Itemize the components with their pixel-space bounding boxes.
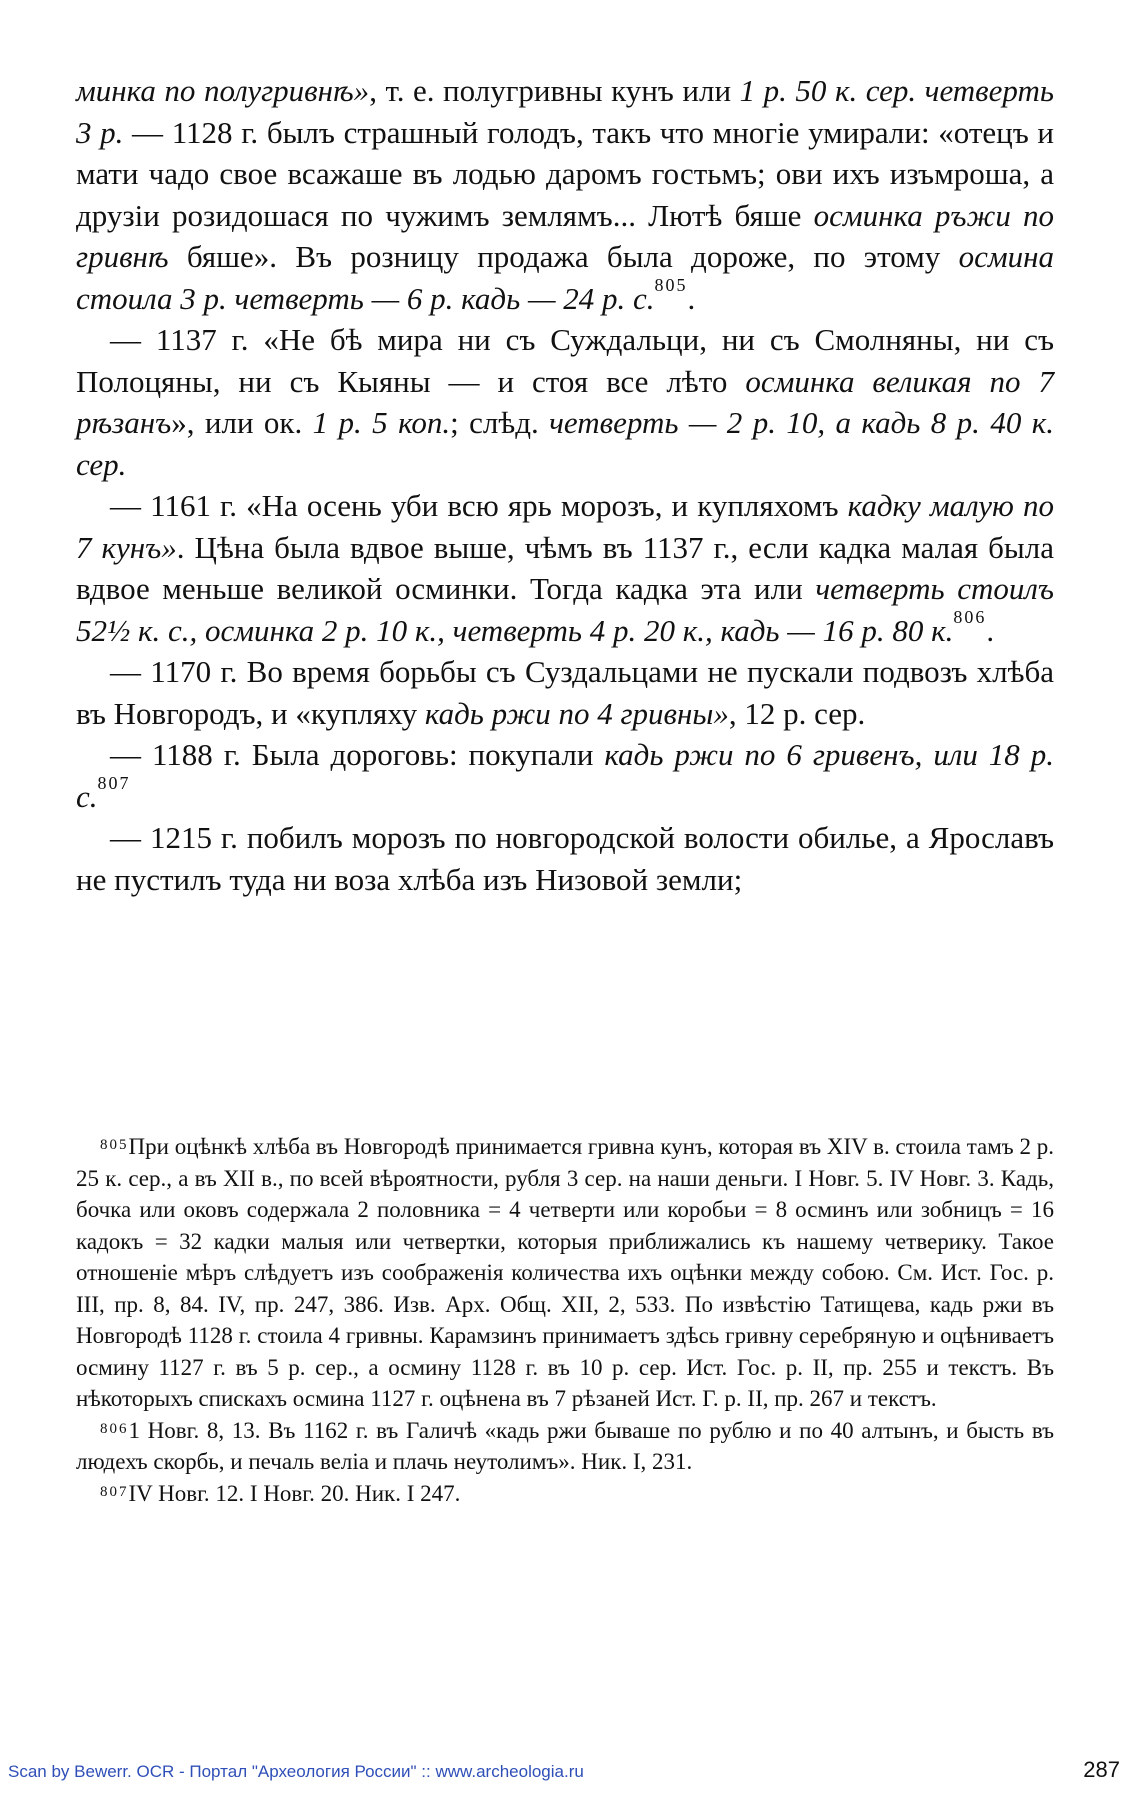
footnote [76,1478,1054,1510]
text-run: — 1188 г. Была дороговь: покупали [110,737,605,772]
footnote-number: 805 [100,1137,129,1153]
footnote-number: 807 [100,1483,129,1500]
text-run: — 1161 г. «На осень уби всю ярь морозъ, и купляхомъ [110,488,848,523]
footnote [76,1131,1054,1415]
italic-text: кадь ржи по 6 гривенъ, или 18 р. с. [76,737,1054,814]
text-run: — 1170 г. Во время борьбы съ Суздальцами не пускали подвозъ хлѣба въ Новгородъ, и «купляху [76,654,1054,731]
text-run: , т. е. полугривны кунъ или [369,73,740,108]
text-run: . [687,280,696,316]
footnotes [76,1131,1054,1509]
italic-text: минка по полугривнѣ» [76,73,370,108]
italic-text: осмина стоила 3 р. четверть — 6 р. кадь — 24 р. с. [76,239,1054,316]
paragraph [76,651,1054,734]
text-run: ; слѣд. [450,405,550,440]
paragraph [76,485,1054,651]
page-number: 287 [1083,1757,1120,1782]
footnote-ref: 805 [654,274,688,295]
text-run: — 1215 г. побилъ морозъ по новгородской волости обилье, а Ярославъ не пустилъ туда ни воза хлѣба изъ Низовой земли; [76,820,1054,897]
text-run: — 1137 г. «Не бѣ мира ни съ Суждальци, ни съ Смолняны, ни съ Полоцяны, ни съ Кыяны — и стоя все лѣто [76,322,1054,399]
text-run: . Цѣна была вдвое выше, чѣмъ въ 1137 г., если кадка малая была вдвое меньше великой осминки. Тогда кадка эта или [76,529,1054,606]
italic-text: кадь ржи по 4 гривны» [424,695,729,731]
italic-text: осминка ръжи по гривнѣ [76,197,1055,274]
footnote-text: При оцѣнкѣ хлѣба въ Новгородѣ принимается гривна кунъ, которая въ XIV в. стоила тамъ 2 р. 25 к. сер., а въ XII в., по всей вѣроятности, рубля 3 сер. на наши деньги. I Новг. 5. IV Новг. 3. Кадь, бочка или оковъ содержала 2 половника = 4 четверти или коробьи = 8 осминъ или зобницъ = 16 кадокъ = 32 кадки малыя или четвертки, которыя приближались къ нашему четверику. Такое отношеніе мѣръ слѣдуетъ изъ соображенія количества ихъ оцѣнки между собою. См. Ист. Гос. р. III, пр. 8, 84. IV, пр. 247, 386. Изв. Арх. Общ. XII, 2, 533. По извѣстію Татищева, кадь ржи въ Новгородѣ 1128 г. стоила 4 гривны. Карамзинъ принимаетъ здѣсь гривну серебряную и оцѣниваетъ осмину 1127 г. въ 5 р. сер., а осмину 1128 г. въ 10 р. сер. Ист. Гос. р. II, пр. 255 и текстъ. Въ нѣкоторыхъ спискахъ осмина 1127 г. оцѣнена въ 7 рѣзаней Ист. Г. р. II, пр. 267 и текстъ. [76,1134,1054,1411]
footnote-ref: 806 [953,606,987,627]
paragraph [76,817,1054,900]
footnote [76,1415,1054,1478]
italic-text: четверть стоилъ 52½ к. с., осминка 2 р. 10 к., четверть 4 р. 20 к., кадь — 16 р. 80 к. [76,571,1055,648]
italic-text: осминка великая по 7 рѣзанъ [76,363,1054,440]
footnote-ref: 807 [97,772,131,793]
text-run: , 12 р. сер. [728,695,866,731]
paragraph [76,319,1054,485]
paragraph [76,70,1054,319]
footnote-text: IV Новг. 12. I Новг. 20. Ник. I 247. [128,1480,461,1506]
text-run: — 1128 г. былъ страшный голодъ, такъ что многіе умирали: «отецъ и мати чадо свое всажаше въ лодью даромъ гостьмъ; ови ихъ изъмроша, а друзіи розидошася по чужимъ землямъ... Лютѣ бяше [76,114,1054,233]
text-run: », или ок. [171,405,313,440]
main-text [76,70,1054,900]
italic-text: 1 р. 5 коп. [312,405,451,440]
text-run: . [986,612,995,648]
footnote-text: 1 Новг. 8, 13. Въ 1162 г. въ Галичѣ «кадь ржи бываше по рублю и по 40 алтынъ, и бысть въ людехъ скорбь, и печаль веліа и плачь неутолимъ». Ник. I, 231. [76,1417,1054,1474]
scan-source-credit[interactable]: Scan by Bewerr. OCR - Портал "Археология России" :: www.archeologia.ru [8,1762,584,1781]
italic-text: четверть — 2 р. 10, а кадь 8 р. 40 к. сер. [76,405,1054,482]
paragraph [76,734,1054,817]
footnote-number: 806 [100,1420,129,1437]
text-run: бяше». Въ розницу продажа была дороже, по этому [168,239,959,274]
italic-text: 1 р. 50 к. сер. четверть 3 р. [76,73,1054,150]
italic-text: кадку малую по 7 кунъ» [76,488,1054,565]
